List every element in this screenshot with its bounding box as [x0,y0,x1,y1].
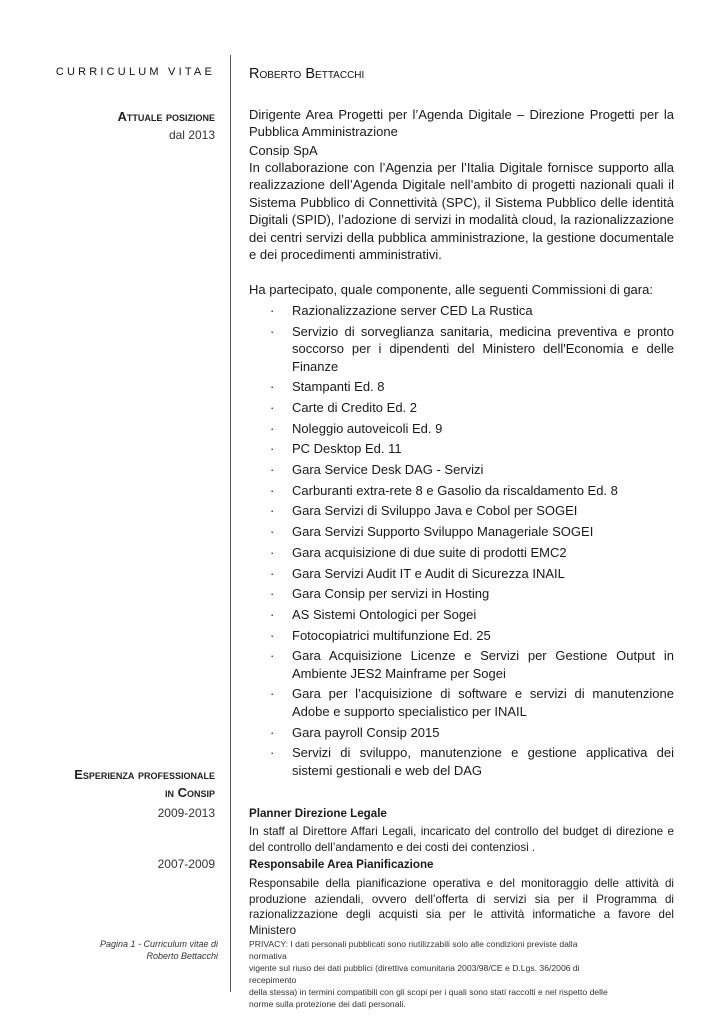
commissions-intro: Ha partecipato, quale componente, alle seguenti Commissioni di gara: [249,282,653,297]
experience-title: Planner Direzione Legale [249,807,387,820]
current-description: In collaborazione con l’Agenzia per l’Italia Digitale fornisce supporto alla realizzazione dell’Agenda Digitale nell’ambito di progetti nazionali quali il Sistema Pubblico di Connettività (SPC), il Sistema Pubblico delle identità Digitali (SPID), l’adozione di servizi in modalità cloud, la razionalizzazione dei centri servizi della pubblica amministrazione, la gestione documentale e dei procedimenti amministrativi. [249,160,674,263]
list-item: · Gara Servizi Audit IT e Audit di Sicurezza INAIL [270,565,565,581]
experience-description: Responsabile della pianificazione operativa e del monitoraggio delle attività di produzione aziendali, ovvero dell’offerta di servizi sia per il Programma di razionalizzazione degli acquisti sia per le attività informatiche a favore del Ministero [249,877,674,937]
list-item: · PC Desktop Ed. 11 [270,441,402,457]
bullet-icon: · [270,565,275,581]
list-item: · Gara Service Desk DAG - Servizi [270,462,484,478]
bullet-icon: · [270,503,275,519]
list-item: · Gara Servizi Supporto Sviluppo Manageriale SOGEI [270,524,594,540]
bullet-icon: · [270,627,275,643]
experience-label: Esperienza professionale in Consip [74,767,215,800]
list-item: · Fotocopiatrici multifunzione Ed. 25 [270,627,491,643]
bullet-icon: · [270,648,275,664]
bullet-icon: · [270,323,275,339]
bullet-icon: · [270,303,275,318]
experience-period: 2009-2013 [157,806,215,820]
column-divider [230,55,231,992]
bullet-icon: · [270,586,275,602]
list-item: · Servizi di sviluppo, manutenzione e gestione applicativa dei sistemi gestionali e web del DAG [270,745,674,778]
page-footer-label: Pagina 1 - Curriculum vitae di Roberto Bettacchi [99,939,218,961]
list-item: · Gara Acquisizione Licenze e Servizi per Gestione Output in Ambiente JES2 Mainframe per Sogei [270,648,674,681]
person-name: Roberto Bettacchi [249,66,365,82]
bullet-icon: · [270,686,275,702]
list-item: · Gara Consip per servizi in Hosting [270,586,490,602]
list-item: · Gara per l’acquisizione di software e servizi di manutenzione Adobe e supporto specialistico per INAIL [270,686,674,719]
list-item: · Stampanti Ed. 8 [270,379,385,395]
list-item: · Gara Servizi di Sviluppo Java e Cobol per SOGEI [270,503,578,519]
bullet-icon: · [270,724,275,740]
list-item: · Carburanti extra-rete 8 e Gasolio da riscaldamento Ed. 8 [270,482,618,498]
bullet-icon: · [270,420,275,436]
bullet-icon: · [270,606,275,622]
bullet-icon: · [270,482,275,498]
bullet-icon: · [270,745,275,761]
bullet-icon: · [270,462,275,478]
list-item: · Gara acquisizione di due suite di prodotti EMC2 [270,544,567,560]
bullet-icon: · [270,544,275,560]
bullet-icon: · [270,379,275,395]
list-item: · Gara payroll Consip 2015 [270,724,440,740]
experience-title: Responsabile Area Pianificazione [249,858,434,871]
list-item: · Razionalizzazione server CED La Rustica [270,303,533,318]
list-item: · AS Sistemi Ontologici per Sogei [270,606,477,622]
bullet-icon: · [270,399,275,415]
current-role: Dirigente Area Progetti per l’Agenda Digitale – Direzione Progetti per la Pubblica Amministrazione [249,107,674,140]
privacy-notice: PRIVACY: I dati personali pubblicati sono riutilizzabili solo alle condizioni previste dalla normativa vigente sul riuso dei dati pubblici (direttiva comunitaria 2003/98/CE e D.Lgs. 36/2006 di recepimento della stessa) in termini compatibili con gli scopi per i quali sono stati raccolti e nel rispetto delle norme sulla protezione dei dati personali. [249,939,608,1009]
experience-period: 2007-2009 [157,857,215,871]
list-item: · Noleggio autoveicoli Ed. 9 [270,420,443,436]
current-position-label: Attuale posizione [117,109,215,124]
bullet-icon: · [270,441,275,457]
current-company: Consip SpA [249,143,318,158]
bullet-icon: · [270,524,275,540]
list-item: · Carte di Credito Ed. 2 [270,399,418,415]
experience-description: In staff al Direttore Affari Legali, incaricato del controllo del budget di direzione e del controllo dell’andamento e dei costi dei contenziosi . [249,825,674,854]
list-item: · Servizio di sorveglianza sanitaria, medicina preventiva e pronto soccorso per i dipendenti del Ministero dell'Economia e delle Finanze [270,323,674,374]
current-position-since: dal 2013 [168,128,215,142]
cv-title: CURRICULUM VITAE [55,66,215,78]
commissions-list [249,302,674,782]
